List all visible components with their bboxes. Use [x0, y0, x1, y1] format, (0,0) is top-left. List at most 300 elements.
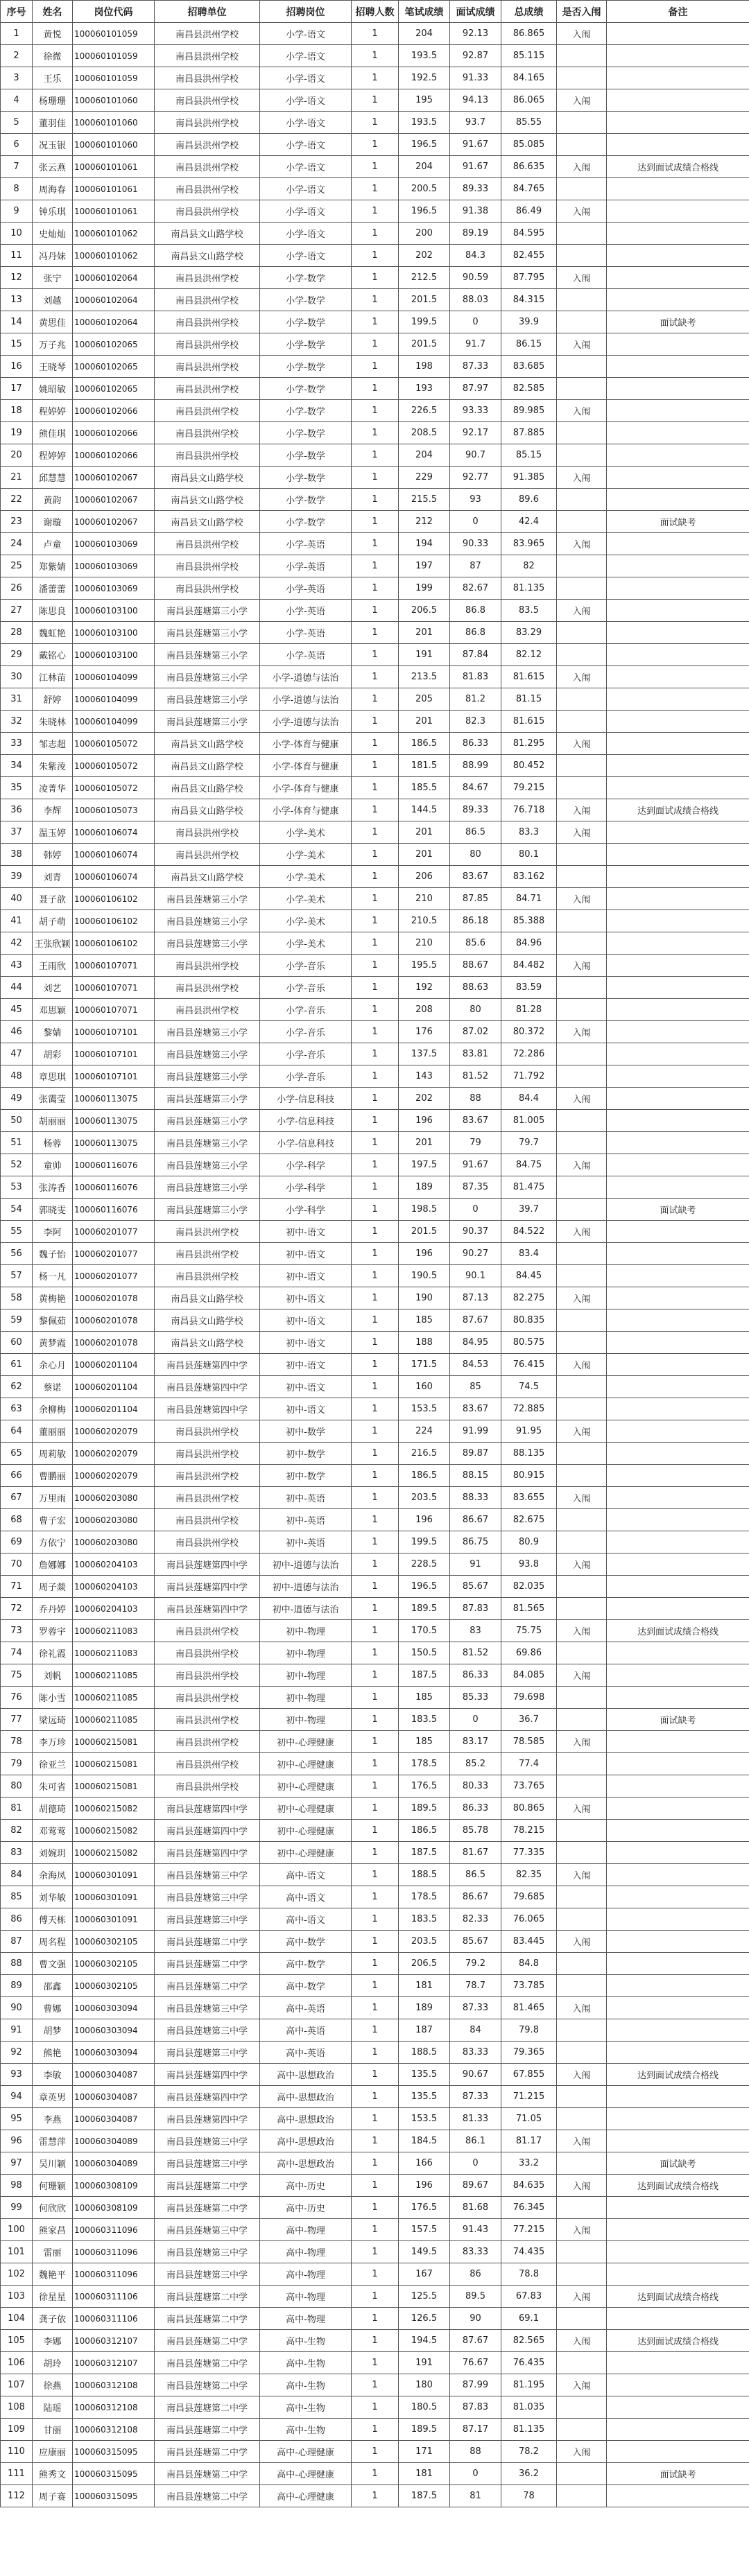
- cell-name: 徐微: [33, 45, 73, 67]
- cell-total-score: 67.83: [501, 2286, 557, 2308]
- cell-post: 小学-体育与健康: [260, 755, 352, 777]
- cell-unit: 南昌县莲塘第二中学: [155, 1975, 260, 1997]
- cell-index: 60: [1, 1332, 33, 1354]
- cell-index: 106: [1, 2352, 33, 2374]
- cell-name: 蔡诺: [33, 1376, 73, 1398]
- cell-post: 初中-心理健康: [260, 1842, 352, 1864]
- cell-written-score: 203.5: [399, 1487, 450, 1509]
- cell-total-score: 73.785: [501, 1975, 557, 1997]
- cell-post: 小学-语文: [260, 67, 352, 89]
- cell-remarks: [607, 1110, 749, 1132]
- cell-post: 小学-美术: [260, 844, 352, 866]
- cell-remarks: [607, 555, 749, 577]
- cell-remarks: [607, 1221, 749, 1243]
- cell-shortlisted: 入闱: [557, 2330, 607, 2352]
- cell-name: 熊秀文: [33, 2463, 73, 2485]
- cell-quota: 1: [352, 1864, 399, 1886]
- cell-remarks: [607, 2374, 749, 2396]
- cell-post: 小学-音乐: [260, 1043, 352, 1065]
- cell-post: 小学-语文: [260, 200, 352, 223]
- cell-quota: 1: [352, 1620, 399, 1642]
- cell-index: 57: [1, 1265, 33, 1287]
- cell-total-score: 82.12: [501, 644, 557, 666]
- cell-shortlisted: [557, 1043, 607, 1065]
- cell-post-code: 100060105072: [73, 777, 155, 799]
- cell-interview-score: 93.33: [450, 400, 501, 422]
- cell-name: 徐燕: [33, 2374, 73, 2396]
- cell-shortlisted: [557, 622, 607, 644]
- cell-unit: 南昌县文山路学校: [155, 245, 260, 267]
- cell-post: 高中-思想政治: [260, 2086, 352, 2108]
- cell-post: 小学-英语: [260, 600, 352, 622]
- cell-post: 初中-道德与法治: [260, 1554, 352, 1576]
- cell-post-code: 100060101062: [73, 223, 155, 245]
- cell-interview-score: 81.67: [450, 1842, 501, 1864]
- cell-name: 张霭莹: [33, 1088, 73, 1110]
- cell-index: 24: [1, 533, 33, 555]
- cell-total-score: 77.215: [501, 2219, 557, 2241]
- cell-quota: 1: [352, 1531, 399, 1554]
- table-row: [1, 2441, 749, 2463]
- cell-total-score: 39.9: [501, 311, 557, 333]
- cell-remarks: [607, 644, 749, 666]
- cell-index: 94: [1, 2086, 33, 2108]
- cell-written-score: 229: [399, 467, 450, 489]
- cell-remarks: [607, 2042, 749, 2064]
- cell-unit: 南昌县文山路学校: [155, 1309, 260, 1332]
- cell-post-code: 100060304087: [73, 2064, 155, 2086]
- cell-total-score: 81.465: [501, 1997, 557, 2019]
- cell-index: 44: [1, 977, 33, 999]
- cell-quota: 1: [352, 2241, 399, 2263]
- cell-written-score: 201: [399, 622, 450, 644]
- cell-post: 高中-思想政治: [260, 2152, 352, 2175]
- cell-remarks: [607, 821, 749, 844]
- cell-written-score: 210: [399, 932, 450, 955]
- cell-post: 小学-语文: [260, 134, 352, 156]
- cell-index: 102: [1, 2263, 33, 2286]
- cell-written-score: 181: [399, 1975, 450, 1997]
- table-row: [1, 777, 749, 799]
- cell-post: 高中-英语: [260, 2042, 352, 2064]
- cell-post-code: 100060204103: [73, 1576, 155, 1598]
- cell-post-code: 100060303094: [73, 1997, 155, 2019]
- cell-remarks: [607, 134, 749, 156]
- cell-quota: 1: [352, 1376, 399, 1398]
- cell-post-code: 100060101059: [73, 23, 155, 45]
- cell-written-score: 201: [399, 711, 450, 733]
- cell-unit: 南昌县莲塘第三小学: [155, 1154, 260, 1176]
- cell-shortlisted: 入闱: [557, 733, 607, 755]
- cell-total-score: 81.135: [501, 577, 557, 600]
- cell-unit: 南昌县莲塘第二中学: [155, 2441, 260, 2463]
- cell-quota: 1: [352, 932, 399, 955]
- table-row: [1, 2330, 749, 2352]
- cell-interview-score: 81.52: [450, 1065, 501, 1088]
- cell-post-code: 100060103069: [73, 533, 155, 555]
- cell-index: 3: [1, 67, 33, 89]
- cell-total-score: 79.8: [501, 2019, 557, 2042]
- cell-post-code: 100060304087: [73, 2086, 155, 2108]
- cell-total-score: 84.8: [501, 1953, 557, 1975]
- cell-unit: 南昌县莲塘第三中学: [155, 2042, 260, 2064]
- cell-total-score: 87.885: [501, 422, 557, 444]
- cell-written-score: 204: [399, 156, 450, 178]
- cell-post-code: 100060107071: [73, 999, 155, 1021]
- cell-post-code: 100060113075: [73, 1088, 155, 1110]
- cell-shortlisted: [557, 932, 607, 955]
- cell-quota: 1: [352, 821, 399, 844]
- cell-name: 刘婉玥: [33, 1842, 73, 1864]
- cell-interview-score: 0: [450, 311, 501, 333]
- cell-total-score: 39.7: [501, 1199, 557, 1221]
- cell-total-score: 80.9: [501, 1531, 557, 1554]
- cell-index: 2: [1, 45, 33, 67]
- cell-unit: 南昌县洪州学校: [155, 378, 260, 400]
- cell-remarks: [607, 1287, 749, 1309]
- cell-quota: 1: [352, 2463, 399, 2485]
- cell-post-code: 100060101059: [73, 45, 155, 67]
- cell-quota: 1: [352, 1598, 399, 1620]
- cell-shortlisted: [557, 112, 607, 134]
- cell-index: 83: [1, 1842, 33, 1864]
- cell-shortlisted: 入闱: [557, 156, 607, 178]
- cell-remarks: [607, 267, 749, 289]
- cell-interview-score: 91.99: [450, 1420, 501, 1443]
- cell-name: 周名程: [33, 1931, 73, 1953]
- cell-remarks: [607, 932, 749, 955]
- cell-post: 小学-科学: [260, 1154, 352, 1176]
- cell-unit: 南昌县洪州学校: [155, 400, 260, 422]
- cell-post-code: 100060311096: [73, 2241, 155, 2263]
- cell-quota: 1: [352, 1753, 399, 1775]
- cell-unit: 南昌县莲塘第二中学: [155, 2463, 260, 2485]
- cell-shortlisted: [557, 1753, 607, 1775]
- cell-unit: 南昌县洪州学校: [155, 1731, 260, 1753]
- table-row: [1, 1420, 749, 1443]
- cell-quota: 1: [352, 2219, 399, 2241]
- cell-total-score: 83.59: [501, 977, 557, 999]
- table-row: [1, 932, 749, 955]
- cell-post: 初中-英语: [260, 1509, 352, 1531]
- cell-post-code: 100060311106: [73, 2308, 155, 2330]
- cell-written-score: 213.5: [399, 666, 450, 688]
- cell-post: 小学-语文: [260, 156, 352, 178]
- cell-total-score: 91.385: [501, 467, 557, 489]
- cell-unit: 南昌县莲塘第三中学: [155, 2152, 260, 2175]
- cell-unit: 南昌县洪州学校: [155, 955, 260, 977]
- cell-remarks: [607, 1931, 749, 1953]
- cell-unit: 南昌县洪州学校: [155, 200, 260, 223]
- cell-post: 小学-数学: [260, 356, 352, 378]
- table-row: [1, 1731, 749, 1753]
- cell-post: 小学-科学: [260, 1199, 352, 1221]
- table-row: [1, 1088, 749, 1110]
- cell-shortlisted: [557, 311, 607, 333]
- cell-interview-score: 87.33: [450, 356, 501, 378]
- cell-remarks: [607, 200, 749, 223]
- cell-interview-score: 76.67: [450, 2352, 501, 2374]
- cell-shortlisted: [557, 1953, 607, 1975]
- cell-index: 22: [1, 489, 33, 511]
- cell-shortlisted: 入闱: [557, 1620, 607, 1642]
- table-row: [1, 2263, 749, 2286]
- cell-written-score: 180.5: [399, 2396, 450, 2419]
- cell-name: 罗蓉宇: [33, 1620, 73, 1642]
- table-row: [1, 1509, 749, 1531]
- cell-written-score: 135.5: [399, 2064, 450, 2086]
- cell-written-score: 196.5: [399, 1576, 450, 1598]
- cell-name: 江林苗: [33, 666, 73, 688]
- cell-shortlisted: [557, 1265, 607, 1287]
- table-row: [1, 1642, 749, 1664]
- cell-unit: 南昌县洪州学校: [155, 178, 260, 200]
- cell-post-code: 100060113075: [73, 1132, 155, 1154]
- cell-post: 小学-数学: [260, 467, 352, 489]
- cell-total-score: 89.6: [501, 489, 557, 511]
- cell-name: 周海春: [33, 178, 73, 200]
- cell-written-score: 191: [399, 644, 450, 666]
- cell-total-score: 75.75: [501, 1620, 557, 1642]
- cell-post-code: 100060203080: [73, 1487, 155, 1509]
- cell-remarks: [607, 666, 749, 688]
- table-row: [1, 1465, 749, 1487]
- cell-post: 小学-数学: [260, 378, 352, 400]
- cell-total-score: 79.7: [501, 1132, 557, 1154]
- cell-shortlisted: 入闱: [557, 888, 607, 910]
- cell-shortlisted: [557, 2019, 607, 2042]
- cell-name: 韩婷: [33, 844, 73, 866]
- cell-index: 51: [1, 1132, 33, 1154]
- cell-post-code: 100060107101: [73, 1043, 155, 1065]
- cell-post-code: 100060312108: [73, 2419, 155, 2441]
- cell-shortlisted: 入闱: [557, 1798, 607, 1820]
- cell-post-code: 100060215081: [73, 1731, 155, 1753]
- table-row: [1, 1132, 749, 1154]
- cell-unit: 南昌县文山路学校: [155, 489, 260, 511]
- table-row: [1, 1376, 749, 1398]
- cell-interview-score: 91: [450, 1554, 501, 1576]
- cell-index: 101: [1, 2241, 33, 2263]
- cell-quota: 1: [352, 1731, 399, 1753]
- cell-unit: 南昌县洪州学校: [155, 1642, 260, 1664]
- cell-unit: 南昌县莲塘第四中学: [155, 2108, 260, 2130]
- cell-post: 小学-美术: [260, 888, 352, 910]
- cell-unit: 南昌县洪州学校: [155, 289, 260, 311]
- cell-index: 91: [1, 2019, 33, 2042]
- table-row: [1, 1176, 749, 1199]
- cell-post-code: 100060101060: [73, 112, 155, 134]
- cell-post-code: 100060308109: [73, 2197, 155, 2219]
- cell-written-score: 212: [399, 511, 450, 533]
- cell-interview-score: 87.17: [450, 2419, 501, 2441]
- cell-name: 况玉银: [33, 134, 73, 156]
- cell-post: 高中-生物: [260, 2396, 352, 2419]
- cell-post-code: 100060315095: [73, 2441, 155, 2463]
- cell-shortlisted: [557, 1065, 607, 1088]
- cell-remarks: [607, 223, 749, 245]
- cell-unit: 南昌县莲塘第二中学: [155, 2308, 260, 2330]
- cell-written-score: 181.5: [399, 755, 450, 777]
- cell-post-code: 100060106074: [73, 844, 155, 866]
- cell-index: 67: [1, 1487, 33, 1509]
- cell-written-score: 201.5: [399, 333, 450, 356]
- cell-total-score: 77.4: [501, 1753, 557, 1775]
- cell-quota: 1: [352, 2419, 399, 2441]
- cell-post-code: 100060303094: [73, 2019, 155, 2042]
- cell-post-code: 100060211085: [73, 1664, 155, 1687]
- table-row: [1, 67, 749, 89]
- cell-written-score: 190.5: [399, 1265, 450, 1287]
- cell-interview-score: 87.33: [450, 2086, 501, 2108]
- cell-interview-score: 86.67: [450, 1509, 501, 1531]
- cell-total-score: 72.286: [501, 1043, 557, 1065]
- cell-name: 王晓琴: [33, 356, 73, 378]
- cell-written-score: 176.5: [399, 1775, 450, 1798]
- cell-name: 聂子歆: [33, 888, 73, 910]
- cell-total-score: 71.215: [501, 2086, 557, 2108]
- cell-total-score: 82.455: [501, 245, 557, 267]
- cell-total-score: 79.685: [501, 1886, 557, 1908]
- cell-post-code: 100060102065: [73, 356, 155, 378]
- table-row: [1, 1975, 749, 1997]
- cell-shortlisted: [557, 866, 607, 888]
- cell-name: 余心月: [33, 1354, 73, 1376]
- cell-post-code: 100060116076: [73, 1154, 155, 1176]
- cell-post-code: 100060201104: [73, 1354, 155, 1376]
- cell-name: 詹娜娜: [33, 1554, 73, 1576]
- cell-quota: 1: [352, 1332, 399, 1354]
- cell-interview-score: 81.2: [450, 688, 501, 711]
- cell-total-score: 84.4: [501, 1088, 557, 1110]
- cell-written-score: 199: [399, 577, 450, 600]
- cell-index: 29: [1, 644, 33, 666]
- cell-index: 34: [1, 755, 33, 777]
- table-row: [1, 2463, 749, 2485]
- cell-index: 103: [1, 2286, 33, 2308]
- cell-unit: 南昌县洪州学校: [155, 156, 260, 178]
- cell-interview-score: 0: [450, 1199, 501, 1221]
- cell-post-code: 100060304087: [73, 2108, 155, 2130]
- cell-post: 小学-英语: [260, 622, 352, 644]
- cell-interview-score: 83.67: [450, 1398, 501, 1420]
- cell-remarks: [607, 67, 749, 89]
- cell-post-code: 100060211083: [73, 1642, 155, 1664]
- cell-name: 张云燕: [33, 156, 73, 178]
- cell-shortlisted: 入闱: [557, 1420, 607, 1443]
- table-row: [1, 2308, 749, 2330]
- cell-unit: 南昌县莲塘第三小学: [155, 666, 260, 688]
- cell-post: 初中-语文: [260, 1398, 352, 1420]
- table-row: [1, 200, 749, 223]
- cell-quota: 1: [352, 400, 399, 422]
- cell-shortlisted: 入闱: [557, 400, 607, 422]
- cell-interview-score: 89.33: [450, 799, 501, 821]
- header-written-score: 笔试成绩: [399, 1, 450, 23]
- cell-written-score: 205: [399, 688, 450, 711]
- table-row: [1, 289, 749, 311]
- cell-unit: 南昌县洪州学校: [155, 422, 260, 444]
- cell-unit: 南昌县莲塘第三小学: [155, 1043, 260, 1065]
- cell-unit: 南昌县莲塘第二中学: [155, 2374, 260, 2396]
- cell-index: 75: [1, 1664, 33, 1687]
- cell-interview-score: 91.7: [450, 333, 501, 356]
- cell-post-code: 100060201077: [73, 1221, 155, 1243]
- table-row: [1, 23, 749, 45]
- cell-remarks: [607, 2308, 749, 2330]
- header-interview-score: 面试成绩: [450, 1, 501, 23]
- cell-remarks: [607, 1420, 749, 1443]
- cell-quota: 1: [352, 1420, 399, 1443]
- cell-post-code: 100060201078: [73, 1287, 155, 1309]
- cell-name: 章思琪: [33, 1065, 73, 1088]
- table-row: [1, 1886, 749, 1908]
- cell-quota: 1: [352, 1487, 399, 1509]
- cell-remarks: [607, 1864, 749, 1886]
- cell-quota: 1: [352, 2152, 399, 2175]
- cell-written-score: 191: [399, 2352, 450, 2374]
- cell-total-score: 84.085: [501, 1664, 557, 1687]
- cell-total-score: 69.86: [501, 1642, 557, 1664]
- table-row: [1, 555, 749, 577]
- cell-interview-score: 90.7: [450, 444, 501, 467]
- cell-total-score: 84.315: [501, 289, 557, 311]
- cell-post-code: 100060308109: [73, 2175, 155, 2197]
- cell-unit: 南昌县文山路学校: [155, 223, 260, 245]
- cell-written-score: 167: [399, 2263, 450, 2286]
- cell-written-score: 210.5: [399, 910, 450, 932]
- cell-quota: 1: [352, 444, 399, 467]
- cell-post: 小学-数学: [260, 422, 352, 444]
- cell-remarks: [607, 1598, 749, 1620]
- cell-shortlisted: [557, 910, 607, 932]
- cell-remarks: [607, 489, 749, 511]
- cell-post-code: 100060107071: [73, 955, 155, 977]
- cell-shortlisted: [557, 1842, 607, 1864]
- cell-interview-score: 81.68: [450, 2197, 501, 2219]
- cell-post: 高中-物理: [260, 2308, 352, 2330]
- cell-post: 小学-语文: [260, 23, 352, 45]
- cell-unit: 南昌县洪州学校: [155, 67, 260, 89]
- cell-quota: 1: [352, 1199, 399, 1221]
- cell-written-score: 196.5: [399, 200, 450, 223]
- cell-post-code: 100060315095: [73, 2463, 155, 2485]
- cell-index: 78: [1, 1731, 33, 1753]
- cell-written-score: 193.5: [399, 45, 450, 67]
- cell-quota: 1: [352, 1842, 399, 1864]
- table-row: [1, 2374, 749, 2396]
- cell-post: 小学-信息科技: [260, 1088, 352, 1110]
- cell-shortlisted: [557, 755, 607, 777]
- cell-post: 高中-生物: [260, 2374, 352, 2396]
- cell-remarks: [607, 2130, 749, 2152]
- cell-unit: 南昌县莲塘第四中学: [155, 1576, 260, 1598]
- cell-unit: 南昌县洪州学校: [155, 1420, 260, 1443]
- cell-total-score: 36.2: [501, 2463, 557, 2485]
- table-row: [1, 888, 749, 910]
- cell-quota: 1: [352, 1664, 399, 1687]
- cell-index: 1: [1, 23, 33, 45]
- cell-quota: 1: [352, 223, 399, 245]
- cell-unit: 南昌县洪州学校: [155, 89, 260, 112]
- cell-index: 90: [1, 1997, 33, 2019]
- cell-unit: 南昌县莲塘第三小学: [155, 1199, 260, 1221]
- cell-name: 杨一凡: [33, 1265, 73, 1287]
- cell-interview-score: 93: [450, 489, 501, 511]
- cell-written-score: 198: [399, 356, 450, 378]
- cell-written-score: 153.5: [399, 1398, 450, 1420]
- cell-written-score: 189.5: [399, 2419, 450, 2441]
